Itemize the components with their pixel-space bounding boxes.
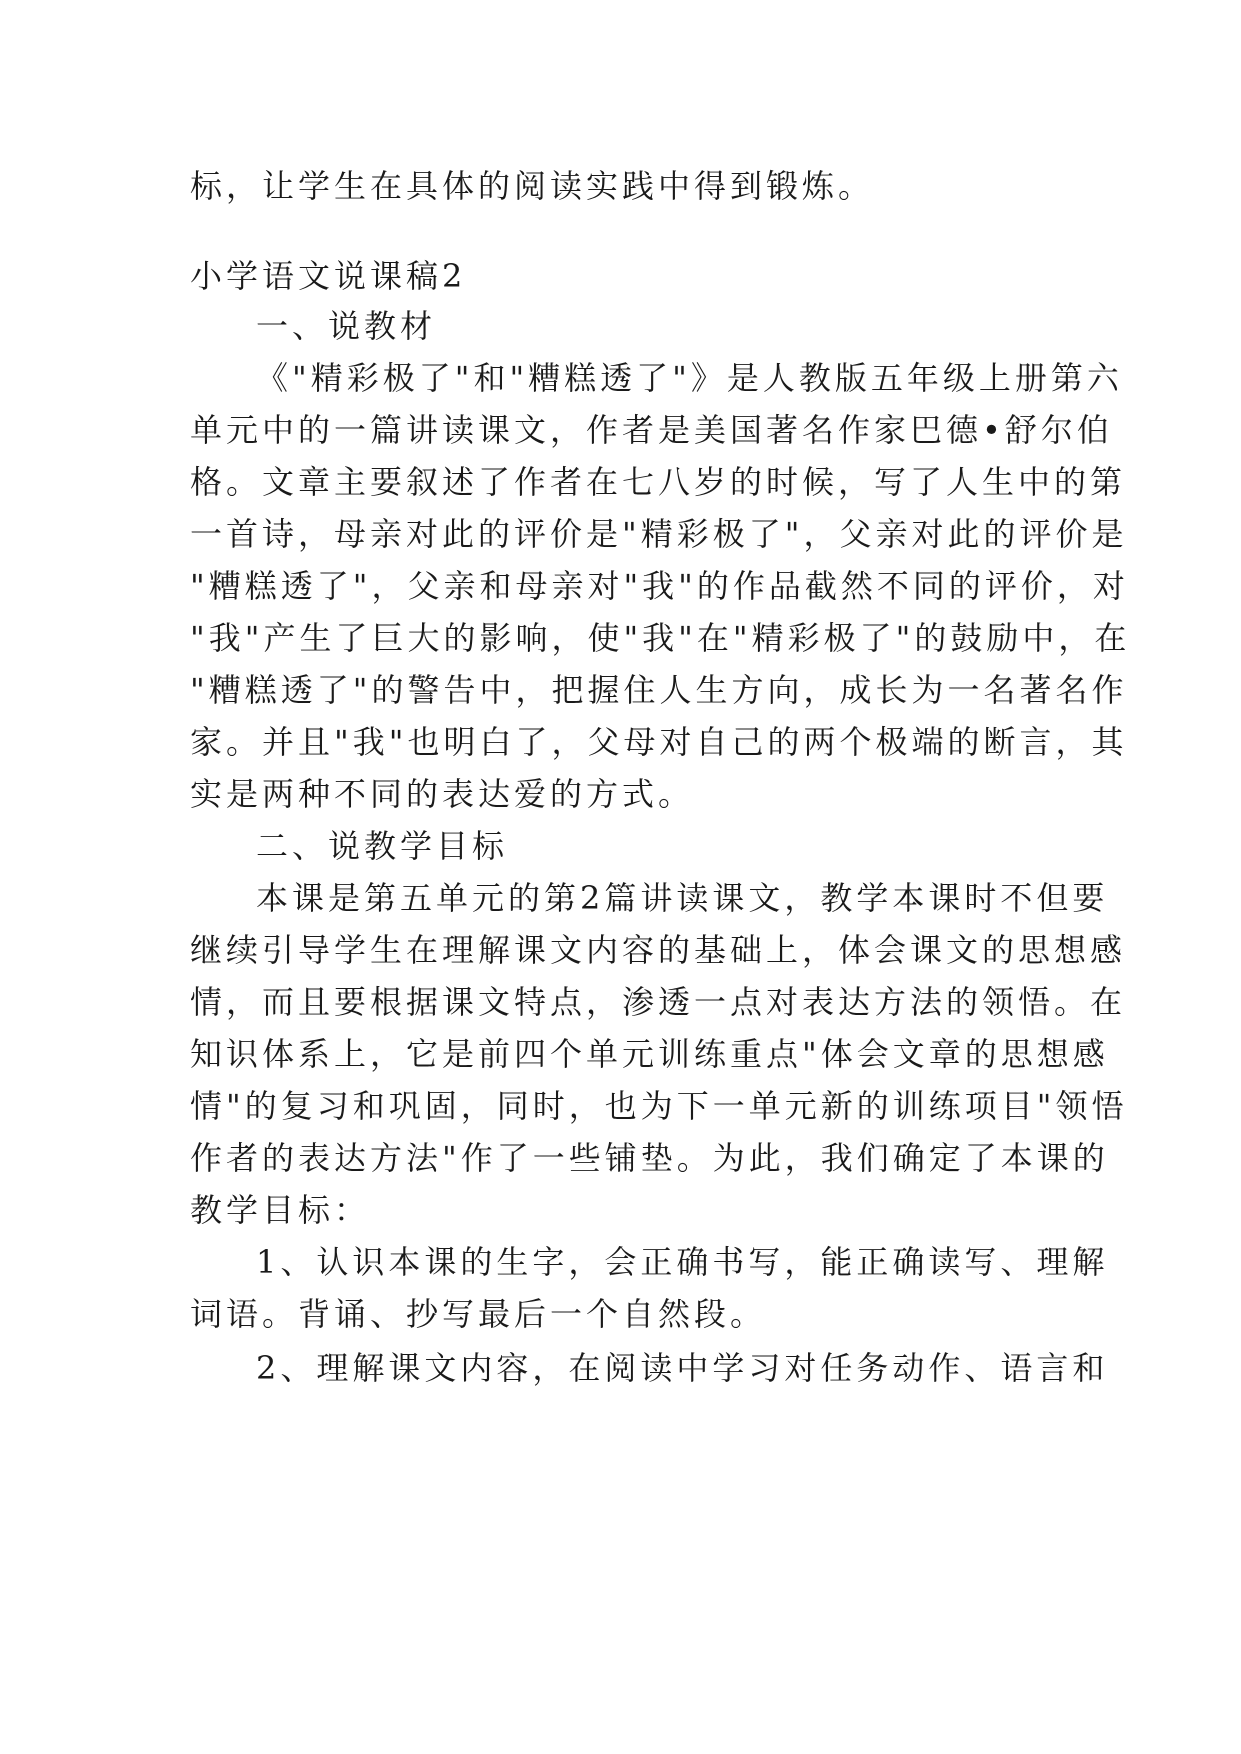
- section-title: 小学语文说课稿2: [190, 257, 467, 295]
- paragraph-line: 一首诗，母亲对此的评价是"精彩极了"，父亲对此的评价是: [190, 515, 1128, 553]
- paragraph-line: 《"精彩极了"和"糟糕透了"》是人教版五年级上册第六: [256, 359, 1123, 397]
- paragraph-line: "糟糕透了"的警告中，把握住人生方向，成长为一名著名作: [190, 671, 1128, 709]
- goal-item-2: 2、理解课文内容，在阅读中学习对任务动作、语言和: [256, 1349, 1109, 1387]
- paragraph-line: 词语。背诵、抄写最后一个自然段。: [190, 1295, 767, 1333]
- paragraph-line: 标，让学生在具体的阅读实践中得到锻炼。: [190, 167, 875, 205]
- heading-textbook: 一、说教材: [256, 307, 437, 345]
- paragraph-line: 家。并且"我"也明白了，父母对自己的两个极端的断言，其: [190, 723, 1128, 761]
- paragraph-line: 情"的复习和巩固，同时，也为下一单元新的训练项目"领悟: [190, 1087, 1128, 1125]
- paragraph-line: 作者的表达方法"作了一些铺垫。为此，我们确定了本课的: [190, 1139, 1109, 1177]
- paragraph-line: 知识体系上，它是前四个单元训练重点"体会文章的思想感: [190, 1035, 1109, 1073]
- paragraph-line: "糟糕透了"，父亲和母亲对"我"的作品截然不同的评价，对: [190, 567, 1129, 605]
- paragraph-line: 继续引导学生在理解课文内容的基础上，体会课文的思想感: [190, 931, 1127, 969]
- goal-item-1: 1、认识本课的生字，会正确书写，能正确读写、理解: [256, 1243, 1109, 1281]
- paragraph-line: 本课是第五单元的第2篇讲读课文，教学本课时不但要: [256, 879, 1109, 917]
- paragraph-line: 教学目标：: [190, 1191, 371, 1229]
- heading-teaching-goals: 二、说教学目标: [256, 827, 509, 865]
- paragraph-line: "我"产生了巨大的影响，使"我"在"精彩极了"的鼓励中，在: [190, 619, 1131, 657]
- paragraph-line: 实是两种不同的表达爱的方式。: [190, 775, 695, 813]
- paragraph-line: 单元中的一篇讲读课文，作者是美国著名作家巴德•舒尔伯: [190, 411, 1113, 449]
- paragraph-line: 格。文章主要叙述了作者在七八岁的时候，写了人生中的第: [190, 463, 1127, 501]
- paragraph-line: 情，而且要根据课文特点，渗透一点对表达方法的领悟。在: [190, 983, 1127, 1021]
